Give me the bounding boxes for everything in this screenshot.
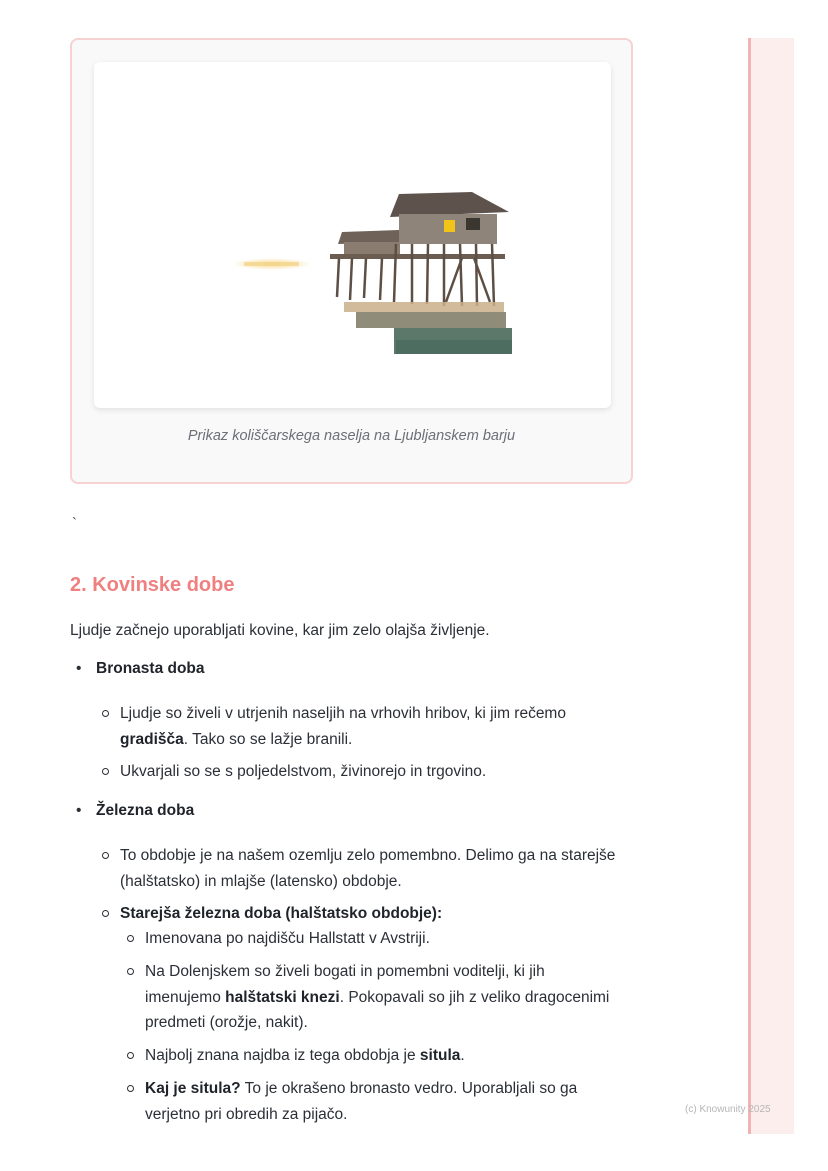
older-item-2-line-3: predmeti (orožje, nakit). — [145, 1014, 308, 1031]
circle-bullet — [127, 1085, 134, 1092]
iron-title: Železna doba — [96, 802, 195, 819]
older-item-4 — [145, 1076, 615, 1127]
term-situla: situla — [419, 1047, 461, 1064]
older-item-1: Imenovana po najdišču Hallstatt v Avstriji. — [145, 930, 430, 947]
older-item-2-post: . Pokopavali so jih z veliko dragocenimi — [339, 988, 610, 1006]
older-item-2 — [145, 959, 640, 1036]
circle-bullet — [127, 968, 134, 975]
bronze-item-1-text-end: . Tako so se lažje branili. — [183, 730, 353, 748]
iron-item-1-line-1: To obdobje je na našem ozemlju zelo pomembno. Delimo ga na starejše — [120, 847, 616, 864]
older-item-3 — [145, 1043, 465, 1069]
older-item-2-line-1: Na Dolenjskem so živeli bogati in pomembni voditelji, ki jih — [145, 963, 545, 980]
circle-bullet — [102, 852, 109, 859]
older-item-4-line-2: verjetno pri obredih za pijačo. — [145, 1105, 348, 1123]
figure-caption: Prikaz koliščarskega naselja na Ljubljanskem barju — [187, 428, 516, 444]
circle-bullet — [127, 935, 134, 942]
bullet-dot: • — [76, 802, 82, 819]
older-item-3-post: . — [460, 1047, 465, 1064]
circle-bullet — [102, 910, 109, 917]
bronze-item-2: Ukvarjali so se s poljedelstvom, živinorejo in trgovino. — [120, 763, 487, 780]
older-item-4-rest: To je okrašeno bronasto vedro. Uporabljali so ga — [240, 1080, 578, 1097]
bronze-item-1 — [120, 701, 635, 752]
section-intro: Ljudje začnejo uporabljati kovine, kar jim zelo olajša življenje. — [70, 622, 490, 639]
older-iron-title — [120, 901, 442, 927]
older-item-3-pre: Najbolj znana najdba iz tega obdobja je — [145, 1047, 420, 1064]
stray-mark: ` — [72, 515, 77, 532]
older-iron-title-text: Starejša železna doba (halštatsko obdobje): — [120, 905, 443, 922]
right-sidebar — [748, 38, 794, 1134]
older-item-2-pre: imenujemo — [145, 988, 226, 1006]
bronze-item-1-text: Ljudje so živeli v utrjenih naseljih na vrhovih hribov, ki jim rečemo — [120, 705, 566, 722]
circle-bullet — [127, 1052, 134, 1059]
bullet-dot: • — [76, 660, 82, 677]
term-halstatski-knezi: halštatski knezi — [225, 988, 340, 1006]
document-content — [70, 38, 635, 484]
section-heading: 2. Kovinske dobe — [70, 574, 235, 596]
copyright-footer: (c) Knowunity 2025 — [685, 1104, 771, 1115]
iron-item-1 — [120, 843, 640, 894]
bronze-title: Bronasta doba — [96, 660, 205, 677]
circle-bullet — [102, 710, 109, 717]
stilt-house-image — [94, 62, 611, 408]
iron-item-1-line-2: (halštatsko) in mlajše (latensko) obdobje. — [120, 872, 402, 890]
term-gradisca: gradišča — [120, 730, 184, 748]
situla-question: Kaj je situla? — [145, 1080, 241, 1097]
figure-card — [70, 38, 633, 484]
circle-bullet — [102, 768, 109, 775]
